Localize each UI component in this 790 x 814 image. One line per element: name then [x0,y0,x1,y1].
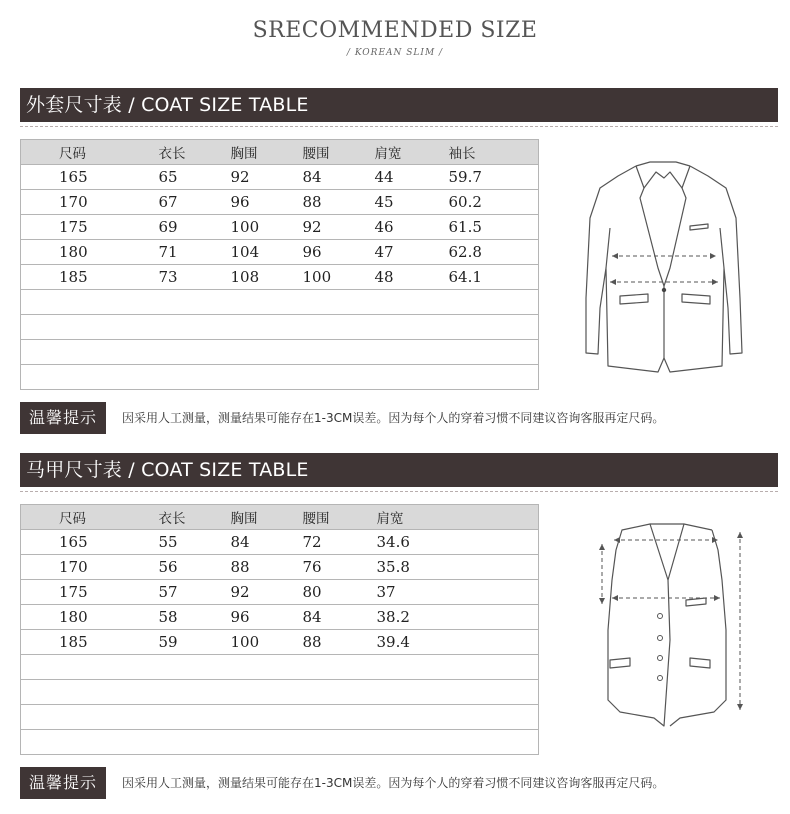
column-header-sleeve: 袖长 [449,140,539,165]
empty-row [21,730,539,755]
column-header-chest: 胸围 [231,140,303,165]
table-cell: 170 [21,555,159,580]
table-cell: 69 [159,215,231,240]
page-subtitle: / KOREAN SLIM / [346,48,444,58]
table-cell: 47 [375,240,449,265]
table-cell: 180 [21,240,159,265]
column-header-waist: 腰围 [303,140,375,165]
table-cell: 185 [21,630,159,655]
table-row [21,555,539,580]
empty-row [21,655,539,680]
table-cell: 35.8 [377,555,539,580]
table-cell: 100 [231,630,303,655]
page-title: SRECOMMENDED SIZE [252,18,538,43]
coat-size-table [20,139,539,390]
table-row [21,215,539,240]
table-cell: 37 [377,580,539,605]
table-cell: 44 [375,165,449,190]
table-cell: 73 [159,265,231,290]
table-header-row [21,140,539,165]
empty-row [21,290,539,315]
coat-section-header: 外套尺寸表 / COAT SIZE TABLE [20,88,778,122]
table-cell: 84 [231,530,303,555]
table-cell: 108 [231,265,303,290]
vest-size-table [20,504,539,755]
coat-jacket-diagram-icon [578,158,750,380]
table-cell: 58 [159,605,231,630]
vest-section-header: 马甲尺寸表 / COAT SIZE TABLE [20,453,778,487]
column-header-shoulder: 肩宽 [375,140,449,165]
table-cell: 84 [303,165,375,190]
column-header-length: 衣长 [159,140,231,165]
table-cell: 57 [159,580,231,605]
table-cell: 67 [159,190,231,215]
table-cell: 76 [303,555,377,580]
column-header-waist: 腰围 [303,505,377,530]
table-cell: 45 [375,190,449,215]
table-cell: 38.2 [377,605,539,630]
table-row [21,580,539,605]
table-cell: 72 [303,530,377,555]
table-row [21,190,539,215]
table-cell: 88 [303,190,375,215]
table-cell: 55 [159,530,231,555]
table-cell: 62.8 [449,240,539,265]
table-cell: 88 [303,630,377,655]
table-cell: 88 [231,555,303,580]
table-cell: 175 [21,215,159,240]
table-cell: 96 [303,240,375,265]
table-cell: 56 [159,555,231,580]
tip-text: 因采用人工测量，测量结果可能存在1-3CM误差。因为每个人的穿着习惯不同建议咨询客服再定尺码。 [122,776,665,790]
table-cell: 96 [231,605,303,630]
column-header-length: 衣长 [159,505,231,530]
table-cell: 59.7 [449,165,539,190]
table-cell: 180 [21,605,159,630]
table-cell: 60.2 [449,190,539,215]
table-cell: 46 [375,215,449,240]
table-cell: 59 [159,630,231,655]
table-cell: 165 [21,530,159,555]
vest-diagram-icon [594,520,750,732]
table-cell: 175 [21,580,159,605]
table-cell: 64.1 [449,265,539,290]
empty-row [21,315,539,340]
table-row [21,630,539,655]
empty-row [21,680,539,705]
table-cell: 170 [21,190,159,215]
table-cell: 65 [159,165,231,190]
tip-text: 因采用人工测量，测量结果可能存在1-3CM误差。因为每个人的穿着习惯不同建议咨询客服再定尺码。 [122,411,665,425]
table-row [21,605,539,630]
empty-row [21,705,539,730]
table-row [21,240,539,265]
column-header-size: 尺码 [21,140,159,165]
table-cell: 165 [21,165,159,190]
table-cell: 34.6 [377,530,539,555]
table-row [21,165,539,190]
empty-row [21,365,539,390]
tip-badge: 温馨提示 [20,767,106,799]
table-row [21,265,539,290]
table-header-row [21,505,539,530]
table-cell: 39.4 [377,630,539,655]
table-cell: 100 [303,265,375,290]
table-cell: 71 [159,240,231,265]
column-header-chest: 胸围 [231,505,303,530]
table-cell: 61.5 [449,215,539,240]
table-cell: 185 [21,265,159,290]
table-cell: 92 [303,215,375,240]
table-cell: 92 [231,165,303,190]
table-cell: 100 [231,215,303,240]
table-cell: 84 [303,605,377,630]
table-cell: 104 [231,240,303,265]
table-cell: 92 [231,580,303,605]
table-row [21,530,539,555]
table-cell: 48 [375,265,449,290]
empty-row [21,340,539,365]
tip-badge: 温馨提示 [20,402,106,434]
table-cell: 80 [303,580,377,605]
column-header-shoulder: 肩宽 [377,505,539,530]
table-cell: 96 [231,190,303,215]
column-header-size: 尺码 [21,505,159,530]
